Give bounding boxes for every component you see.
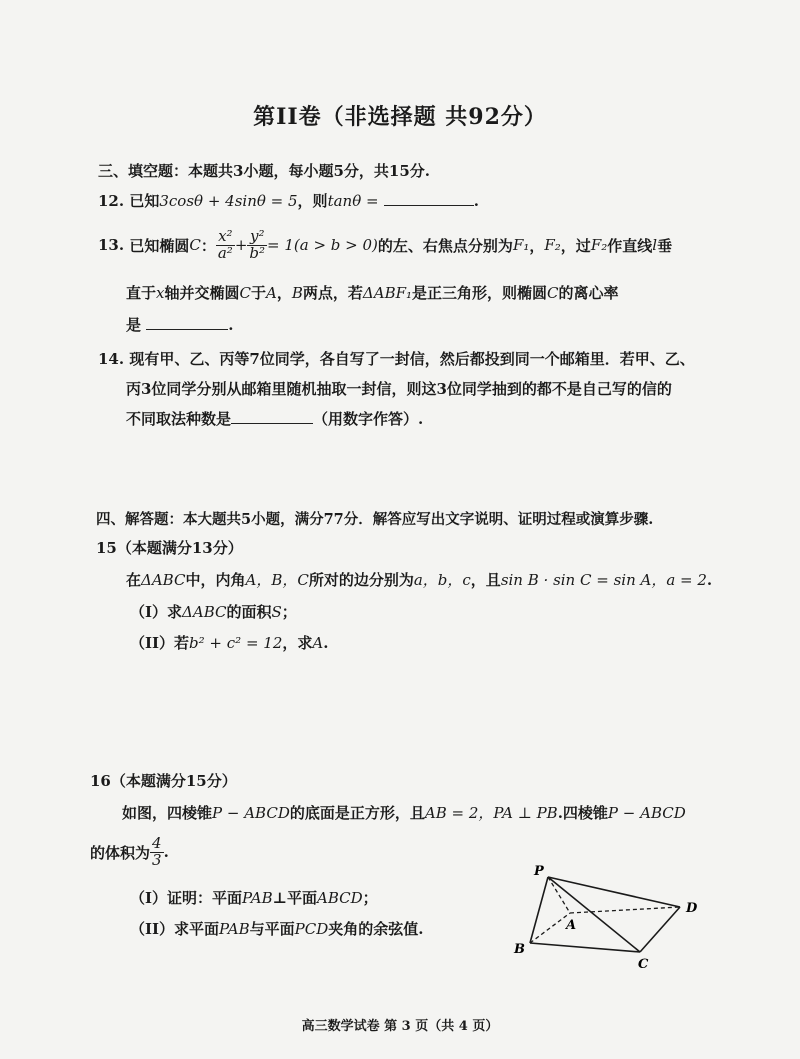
- question-16-label: 16（本题满分15分）: [90, 772, 237, 790]
- question-14-line-1: 14. 现有甲、乙、丙等7位同学，各自写了一封信，然后都投到同一个邮箱里．若甲、乙、: [98, 350, 695, 368]
- fraction-y: $\frac{\text{y²}}{\text{b²}}$: [249, 226, 266, 262]
- answer-blank-13[interactable]: [146, 328, 228, 330]
- answer-blank-12[interactable]: [384, 204, 474, 206]
- question-15-stem: 在ΔABC中，内角A，B，C所对的边分别为a，b，c，且sin B · sin C = sin A，a = 2.: [126, 571, 713, 589]
- question-16-part-1: （I）证明：平面PAB⊥平面ABCD；: [130, 889, 378, 907]
- section-3-heading: 三、填空题：本题共3小题，每小题5分，共15分.: [98, 162, 430, 180]
- vertex-label-A: A: [566, 918, 577, 933]
- vertex-label-D: D: [686, 901, 698, 916]
- answer-blank-14[interactable]: [231, 422, 313, 424]
- edge-CD: [640, 907, 680, 952]
- section-4-heading: 四、解答题：本大题共5小题，满分77分．解答应写出文字说明、证明过程或演算步骤.: [96, 511, 654, 528]
- vertex-label-B: B: [514, 942, 525, 957]
- question-16-line-2: 的体积为 $\frac{4}{3}$ .: [90, 833, 169, 869]
- question-16-part-2: （II）求平面PAB与平面PCD夹角的余弦值.: [130, 920, 424, 938]
- question-14-line-3: 不同取法种数是 （用数字作答）.: [126, 410, 424, 428]
- question-13-line-1: 13. 已知椭圆 C ： $\frac{\text{x²}}{\text{a²}}$ + $\frac{\text{y²}}{\text{b²}}$ = 1(a > b > 0) 的左、右焦点分别为 F₁ ， F₂ ，过 F₂ 作直线 l 垂: [98, 226, 673, 262]
- edge-PB: [530, 877, 548, 943]
- page-title: 第II卷（非选择题 共92分）: [253, 104, 547, 130]
- page-footer: 高三数学试卷 第 3 页（共 4 页）: [301, 1019, 499, 1034]
- vertex-label-C: C: [638, 957, 649, 972]
- edge-PA-hidden: [548, 877, 570, 913]
- question-12: 12. 已知3cosθ + 4sinθ = 5，则tanθ = .: [98, 192, 480, 210]
- question-14-line-2: 丙3位同学分别从邮箱里随机抽取一封信，则这3位同学抽到的都不是自己写的信的: [126, 380, 672, 398]
- question-16-stem: 如图，四棱锥P − ABCD的底面是正方形，且AB = 2，PA ⊥ PB.四棱锥P − ABCD: [122, 804, 686, 822]
- vertex-label-P: P: [534, 864, 544, 879]
- question-13-line-3: 是 .: [126, 316, 234, 334]
- question-13-line-2: 直于x轴并交椭圆C于A，B两点，若ΔABF₁是正三角形，则椭圆C的离心率: [126, 284, 619, 302]
- edge-AB-hidden: [530, 913, 570, 943]
- fraction-x: $\frac{\text{x²}}{\text{a²}}$: [217, 226, 233, 262]
- question-15-part-2: （II）若b² + c² = 12，求A.: [130, 634, 329, 652]
- edge-PD: [548, 877, 680, 907]
- edge-BC: [530, 943, 640, 952]
- fraction-volume: $\frac{4}{3}$: [152, 833, 162, 869]
- question-15-part-1: （I）求ΔABC的面积S；: [130, 603, 297, 621]
- question-15-label: 15（本题满分13分）: [96, 539, 243, 557]
- pyramid-figure: [500, 855, 730, 975]
